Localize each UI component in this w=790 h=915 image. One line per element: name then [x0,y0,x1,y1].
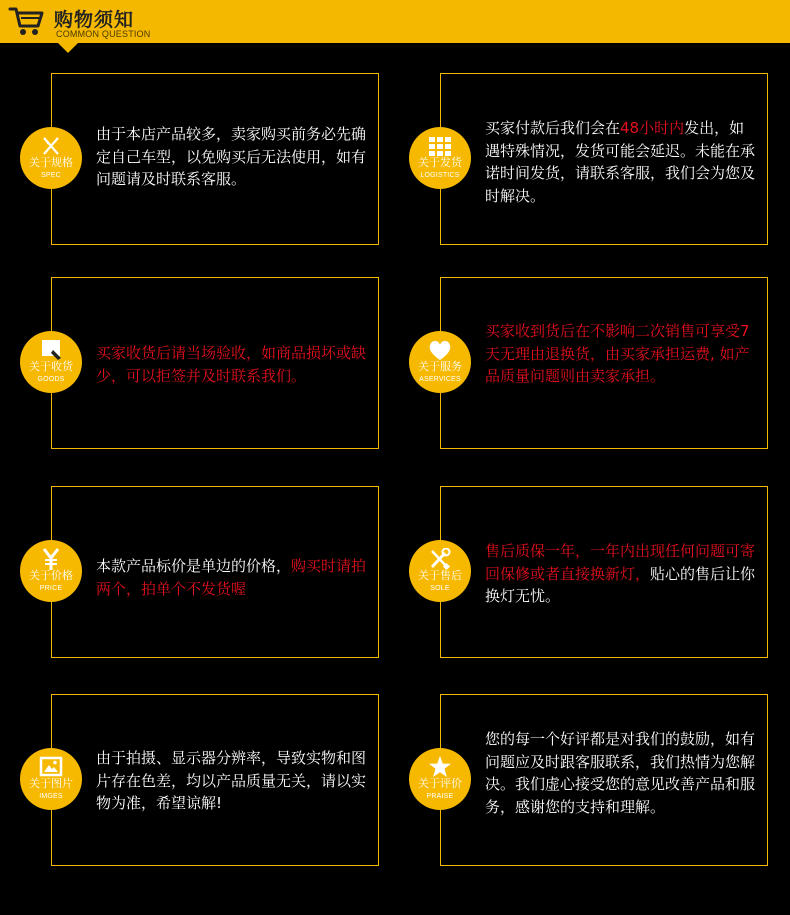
card-sole-highlight: 售后质保一年，一年内出现任何问题可寄回保修或者直接换新灯， [485,542,756,583]
badge-logistics-sublabel: LOGISTICS [420,172,460,179]
page-title: 购物须知 [54,9,135,31]
badge-praise [409,748,471,810]
badge-spec-sublabel: SPEC [41,172,61,179]
badge-price-label: 关于价格 [29,569,73,582]
card-logistics-text-a: 买家付款后我们会在 [485,119,621,137]
badge-price [20,540,82,602]
badge-praise-sublabel: PRAISE [426,793,454,800]
badge-goods-sublabel: GOODS [37,376,65,383]
card-spec-text: 由于本店产品较多，卖家购买前务必先确定自己车型，以免购买后无法使用，如有问题请及时联系客服。 [96,125,367,188]
card-sole-text-b: 贴心的售后让你换灯无忧。 [485,564,756,605]
badge-sole-sublabel: SOLE [430,585,450,592]
badge-price-sublabel: PRICE [39,585,63,592]
ruler-pencil-icon [39,135,63,157]
badge-images [20,748,82,810]
badge-spec-label: 关于规格 [29,156,73,169]
card-service-text: 买家收到货后在不影响二次销售可享受7天无理由退换货，由买家承担运费, 如产品质量问题则由卖家承担。 [485,322,750,385]
card-praise-text: 您的每一个好评都是对我们的鼓励，如有问题应及时跟客服联系，我们热情为您解决。我们虚心接受您的意见改善产品和服务，感谢您的支持和理解。 [485,730,756,816]
star-icon [428,756,452,778]
badge-logistics [409,127,471,189]
badge-service-label: 关于服务 [418,360,462,373]
grid-icon [428,135,452,157]
badge-images-sublabel: IMGES [39,793,63,800]
shopping-cart-icon [8,4,44,38]
heart-icon [428,339,452,361]
card-price-text [96,555,368,600]
badge-images-label: 关于图片 [29,777,73,790]
card-price-text-a: 本款产品标价是单边的价格， [96,557,292,575]
badge-logistics-label: 关于发货 [418,156,462,169]
card-sole-text [485,540,757,608]
badge-sole [409,540,471,602]
card-logistics-text-b: 发出，如遇特殊情况，发货可能会延迟。未能在承诺时间发货，请联系客服，我们会为您及时解决。 [485,119,756,205]
wrench-screwdriver-icon [428,548,452,570]
header-pointer [58,43,78,53]
badge-goods-label: 关于收货 [29,360,73,373]
badge-service-sublabel: ASERVICES [419,376,461,383]
picture-icon [39,756,63,778]
header-bar [0,0,790,43]
box-icon [39,339,63,361]
card-goods-text: 买家收货后请当场验收，如商品损坏或缺少，可以拒签并及时联系我们。 [96,344,367,385]
badge-sole-label: 关于售后 [418,569,462,582]
card-logistics-text [485,117,755,207]
card-price-highlight: 购买时请拍两个，拍单个不发货喔 [96,557,367,598]
badge-spec [20,127,82,189]
yen-icon [39,548,63,570]
card-images-text: 由于拍摄、显示器分辨率，导致实物和图片存在色差，均以产品质量无关，请以实物为准，希望谅解! [96,749,367,812]
badge-goods [20,331,82,393]
page-subtitle: COMMON QUESTION [56,29,151,39]
card-logistics-highlight: 48小时内 [620,119,685,137]
badge-service [409,331,471,393]
badge-praise-label: 关于评价 [418,777,462,790]
